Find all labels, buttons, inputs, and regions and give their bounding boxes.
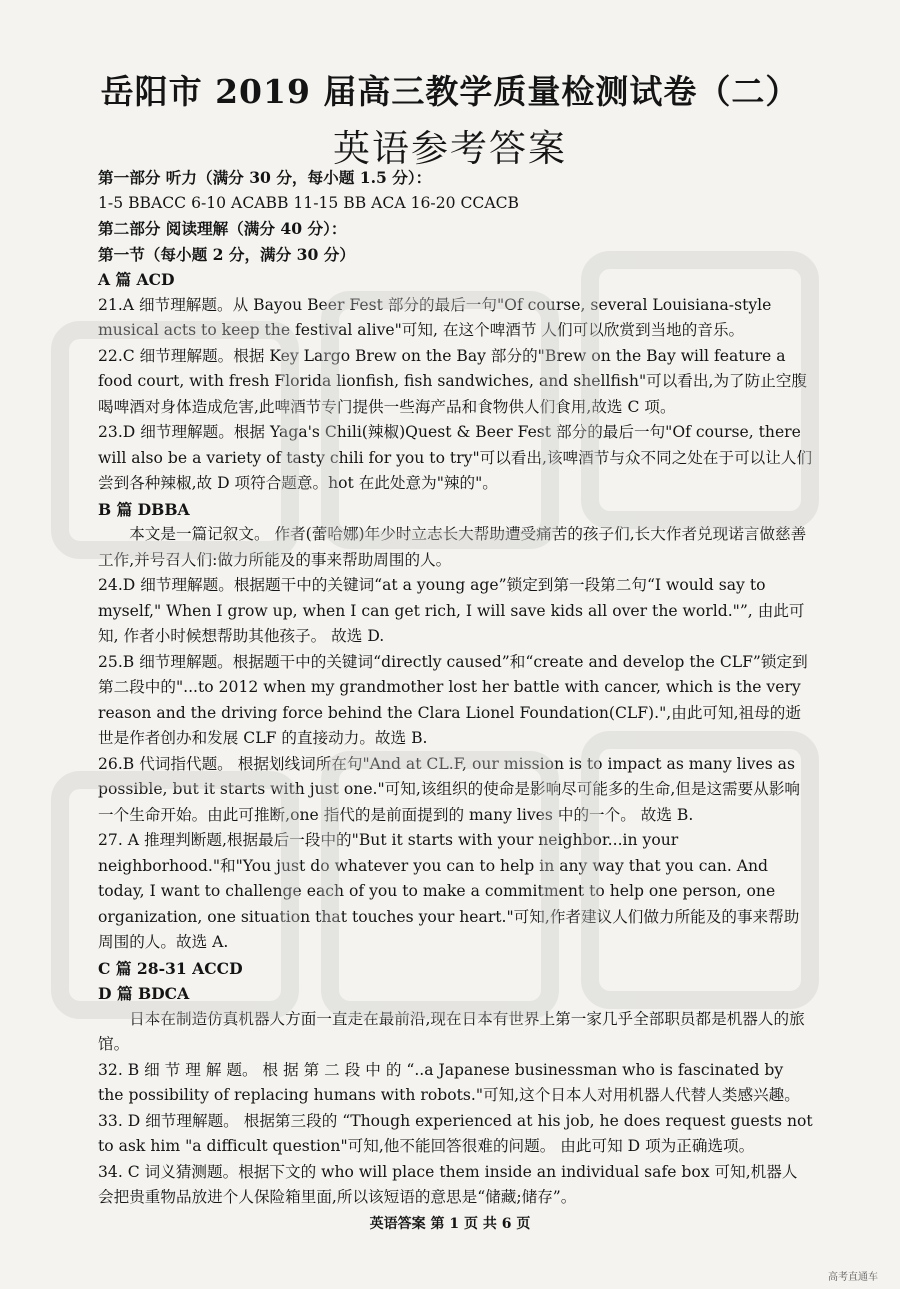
passage-a-heading: A 篇 ACD <box>98 270 175 289</box>
passage-d-heading: D 篇 BDCA <box>98 984 190 1003</box>
section-listening-heading: 第一部分 听力（满分 30 分，每小题 1.5 分）： <box>98 168 432 187</box>
answer-body <box>98 165 813 1211</box>
answer-27: 27. A 推理判断题,根据最后一段中的"But it starts with your neighbor...in your neighborhood."和"You just do whatever you can to help in any way that you can. And today, I want to challenge each of you to make a commitment to help one person, one organization, one situation that touches your heart."可知,作者建议人们做力所能及的事来帮助周围的人。故选 A. <box>98 831 800 951</box>
exam-title: 岳阳市 2019 届高三教学质量检测试卷（二） <box>100 72 800 111</box>
answer-22: 22.C 细节理解题。根据 Key Largo Brew on the Bay 部分的"Brew on the Bay will feature a food court, with fresh Florida lionfish, fish sandwiches, and shellfish"可以看出,为了防止空腹喝啤酒对身体造成危害,此啤酒节专门提供一些海产品和食物供人们食用,故选 C 项。 <box>98 346 808 416</box>
passage-b-summary: 本文是一篇记叙文。 作者(蕾哈娜)年少时立志长大帮助遭受痛苦的孩子们,长大作者兑现诺言做慈善工作,并号召人们:做力所能及的事来帮助周围的人。 <box>98 525 807 569</box>
passage-b-heading: B 篇 DBBA <box>98 499 190 519</box>
answer-23: 23.D 细节理解题。根据 Yaga's Chili(辣椒)Quest & Beer Fest 部分的最后一句"Of course, there will also be a variety of tasty chili for you to try"可以看出,该啤酒节与众不同之处在于可以让人们尝到各种辣椒,故 D 项符合题意。hot 在此处意为"辣的"。 <box>98 423 813 492</box>
answer-24: 24.D 细节理解题。根据题干中的关键词“at a young age”锁定到第一段第二句“I would say to myself," When I grow up, when I can get rich, I will save kids all over the world."”, 由此可知, 作者小时候想帮助其他孩子。 故选 D. <box>98 576 805 645</box>
answer-34: 34. C 词义猜测题。根据下文的 who will place them inside an individual safe box 可知,机器人会把贵重物品放进个人保险箱里面,所以该短语的意思是“储藏;储存”。 <box>98 1162 798 1206</box>
passage-d-summary: 日本在制造仿真机器人方面一直走在最前沿,现在日本有世界上第一家几乎全部职员都是机器人的旅馆。 <box>98 1009 805 1053</box>
answer-21: 21.A 细节理解题。从 Bayou Beer Fest 部分的最后一句"Of course, several Louisiana-style musical acts to keep the festival alive"可知, 在这个啤酒节 人们可以欣赏到当地的音乐。 <box>98 295 772 339</box>
answer-26: 26.B 代词指代题。 根据划线词所在句"And at CL.F, our mission is to impact as many lives as possible, but it starts with just one."可知,该组织的使命是影响尽可能多的生命,但是这需要从影响一个生命开始。由此可推断,one 指代的是前面提到的 many lives 中的一个。 故选 B. <box>98 754 801 824</box>
corner-watermark-text: 高考直通车 <box>828 1272 878 1283</box>
passage-c-heading: C 篇 28-31 ACCD <box>98 958 243 978</box>
answer-key-title: 英语参考答案 <box>333 127 567 170</box>
section-reading-heading: 第二部分 阅读理解（满分 40 分）： <box>98 219 347 238</box>
listening-answers: 1-5 BBACC 6-10 ACABB 11-15 BB ACA 16-20 CCACB <box>98 193 520 212</box>
answer-25: 25.B 细节理解题。根据题干中的关键词“directly caused”和“create and develop the CLF”锁定到第二段中的"...to 2012 when my grandmother lost her battle with cancer, which is the very reason and the driving force behind the Clara Lionel Foundation(CLF).",由此可知,祖母的逝世是作者创办和发展 CLF 的直接动力。故选 B. <box>98 652 808 747</box>
page-footer: 英语答案 第 1 页 共 6 页 <box>369 1216 531 1232</box>
subsection-heading: 第一节（每小题 2 分，满分 30 分） <box>98 244 355 264</box>
answer-33: 33. D 细节理解题。 根据第三段的 “Though experienced at his job, he does request guests not to ask him "a difficult question"可知,他不能回答很难的问题。 由此可知 D 项为正确选项。 <box>98 1111 813 1155</box>
answer-32: 32. B 细 节 理 解 题。 根 据 第 二 段 中 的 “..a Japanese businessman who is fascinated by the possibility of replacing humans with robots."可知,这个日本人对用机器人代替人类感兴趣。 <box>98 1060 800 1104</box>
